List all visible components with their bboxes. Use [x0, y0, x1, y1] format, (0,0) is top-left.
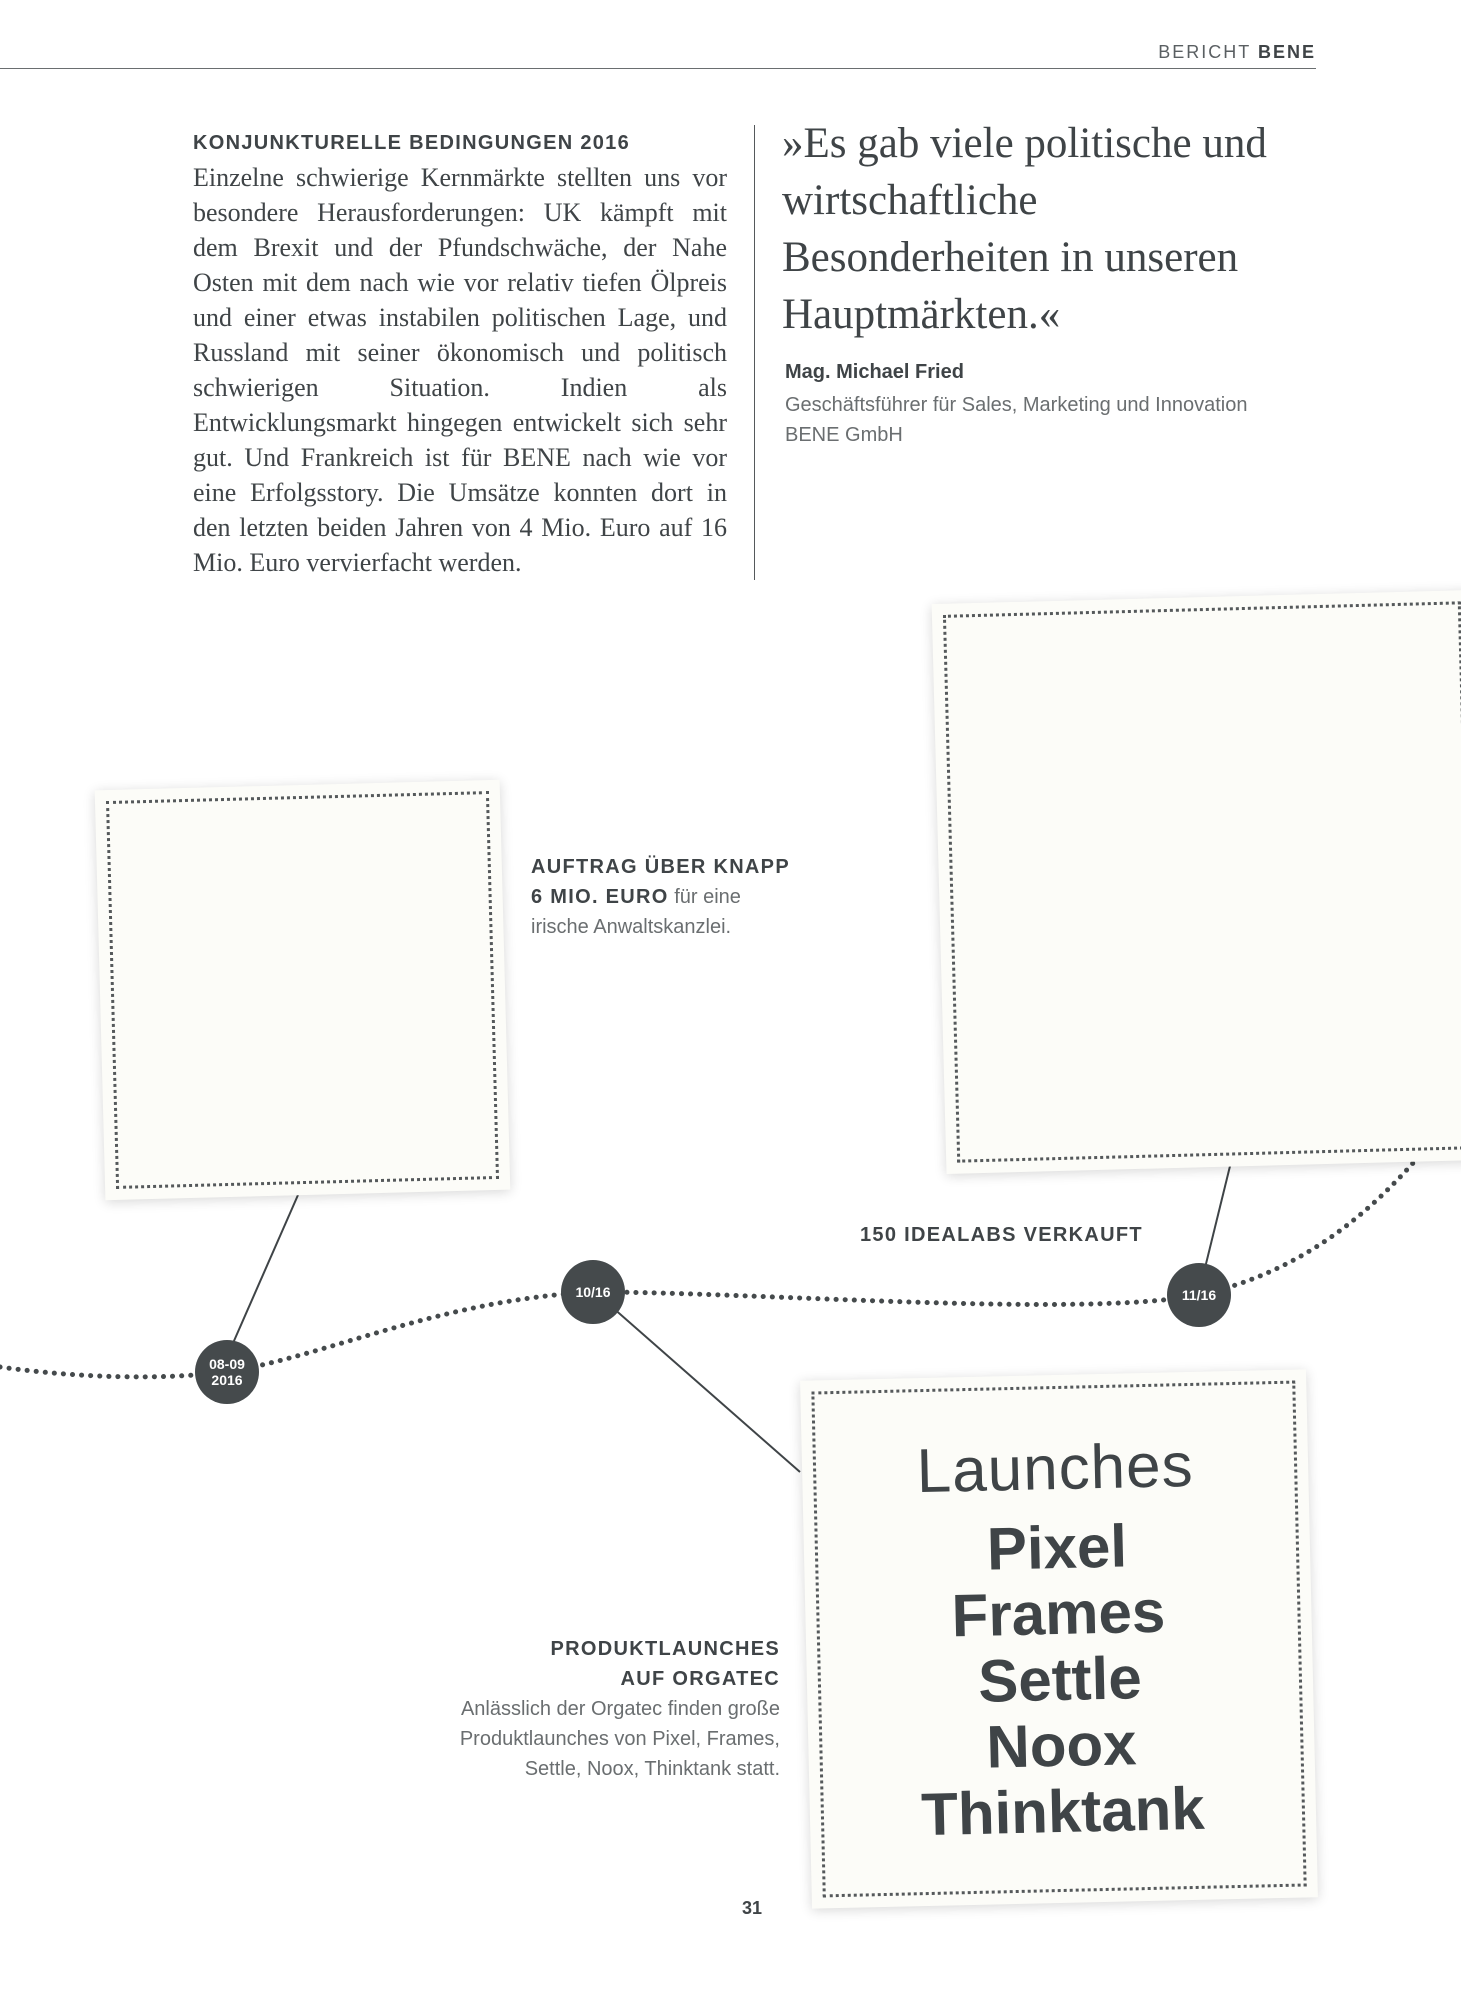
- article-body: Einzelne schwierige Kernmärkte stellten uns vor besondere Herausforderungen: UK kämpft mit dem Brexit und der Pfundschwäche, der Nahe Osten mit dem nach wie vor relativ tiefen Ölpreis und einer etwas instabilen politischen Lage, und Russland mit seiner ökonomisch und politisch schwierigen Situation. Indien als Entwicklungsmarkt hingegen entwickelt sich sehr gut. Und Frankreich ist für BENE nach wie vor eine Erfolgsstory. Die Umsätze konnten dort in den letzten beiden Jahren von 4 Mio. Euro auf 16 Mio. Euro vervierfacht werden.: [193, 163, 727, 577]
- milestone-marker-1016: [561, 1260, 625, 1324]
- quote-author-title: Geschäftsführer für Sales, Marketing und Innovation: [785, 394, 1248, 416]
- product-settle: Settle: [977, 1644, 1143, 1715]
- quote-author-company: BENE GmbH: [785, 424, 903, 446]
- milestone-0809-line1: 08-09: [209, 1356, 245, 1372]
- photo-placeholder-order: [95, 780, 511, 1200]
- product-frames: Frames: [950, 1577, 1166, 1650]
- milestone-marker-1116: [1167, 1263, 1231, 1327]
- caption-order-text-2: irische Anwaltskanzlei.: [531, 916, 732, 938]
- product-pixel: Pixel: [986, 1512, 1128, 1583]
- connector-line-2: [604, 1300, 800, 1472]
- milestone-marker-0809: [195, 1340, 259, 1404]
- photo-placeholder-idealabs: [932, 590, 1461, 1174]
- caption-launches: [460, 1634, 780, 1784]
- launch-card: [800, 1369, 1318, 1908]
- product-noox: Noox: [985, 1710, 1138, 1781]
- launch-card-products: [803, 1509, 1316, 1850]
- caption-launches-heading-1: PRODUKTLAUNCHES: [550, 1638, 780, 1660]
- pull-quote: »Es gab viele politische und wirtschaftliche Besonderheiten in unseren Hauptmärkten.«: [782, 120, 1267, 338]
- milestone-1116-label: 11/16: [1181, 1287, 1217, 1303]
- caption-order: [531, 852, 790, 942]
- connector-line-1: [230, 1195, 298, 1350]
- article-heading: KONJUNKTURELLE BEDINGUNGEN 2016: [193, 132, 631, 154]
- caption-order-text-1: für eine: [674, 886, 741, 908]
- caption-launches-text-3: Settle, Noox, Thinktank statt.: [524, 1758, 780, 1780]
- quote-author-name: Mag. Michael Fried: [785, 361, 964, 383]
- caption-launches-text-2: Produktlaunches von Pixel, Frames,: [459, 1728, 780, 1750]
- running-head-brand: BENE: [1257, 42, 1316, 62]
- caption-order-heading: AUFTRAG ÜBER KNAPP: [531, 856, 790, 878]
- running-head-section: BERICHT: [1158, 42, 1251, 62]
- milestone-0809-line2: 2016: [211, 1372, 243, 1388]
- product-thinktank: Thinktank: [920, 1774, 1206, 1849]
- launch-card-title: Launches: [915, 1430, 1195, 1507]
- page-number: 31: [742, 1898, 763, 1918]
- connector-line-3: [1204, 1162, 1231, 1272]
- caption-launches-heading-2: AUF ORGATEC: [620, 1668, 780, 1690]
- caption-order-amount: 6 MIO. EURO: [531, 886, 669, 908]
- caption-idealabs: 150 IDEALABS VERKAUFT: [860, 1224, 1143, 1246]
- caption-launches-text-1: Anlässlich der Orgatec finden große: [460, 1698, 780, 1720]
- milestone-1016-label: 10/16: [575, 1284, 611, 1300]
